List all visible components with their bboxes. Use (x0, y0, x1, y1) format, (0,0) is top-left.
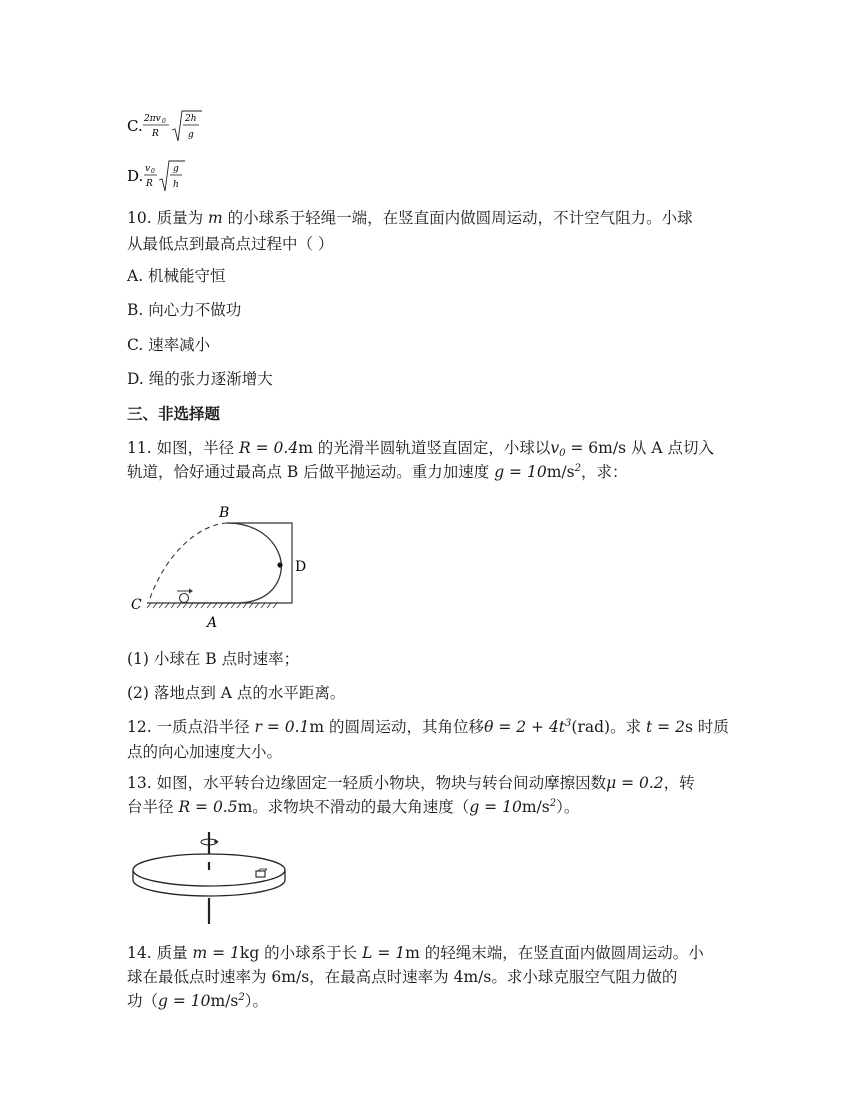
q10-line-2: 从最低点到最高点过程中（ ） (127, 235, 334, 253)
q9-option-d (127, 158, 217, 194)
q12-line-2: 点的向心加速度大小。 (127, 743, 283, 761)
point-d-dot (277, 562, 282, 567)
q13-line-1: 13. 如图，水平转台边缘固定一轻质小物块，物块与转台间动摩擦因数μ = 0.2，转 (127, 774, 695, 792)
turntable-figure (127, 828, 297, 928)
q9-option-c (127, 108, 217, 144)
block-icon (256, 871, 265, 877)
q10-option-d: D. 绳的张力逐渐增大 (127, 370, 273, 388)
option-d-label: D. (127, 167, 144, 185)
q11-line-2: 轨道，恰好通过最高点 B 后做平抛运动。重力加速度 $g = 10m/s^2$，求： (127, 463, 628, 481)
label-c: C (131, 597, 142, 613)
q10-option-c: C. 速率减小 (127, 336, 211, 354)
q11-line-1: 11. 如图，半径 R = 0.4m 的光滑半圆轨道竖直固定，小球以$v_0 = 6m/s$ 从 A 点切入 (127, 439, 715, 459)
option-d-rad-num: g (173, 164, 179, 174)
option-c-label: C. (127, 117, 143, 135)
option-c-formula (127, 108, 217, 144)
q10-option-a: A. 机械能守恒 (127, 267, 226, 285)
option-c-numerator-sub: 0 (162, 118, 166, 125)
q10-var-m: m (208, 209, 223, 227)
option-d-rad-den: h (173, 180, 179, 190)
option-d-sqrt-sign (159, 161, 185, 191)
option-d-numerator: v (145, 164, 151, 174)
q13-line-2: 台半径 R = 0.5m。求物块不滑动的最大角速度$(g = 10m/s^2)$。 (127, 798, 580, 816)
option-c-denominator: R (152, 129, 159, 139)
label-a: A (207, 615, 218, 630)
q10-line-1: 10. 质量为 m 的小球系于轻绳一端，在竖直面内做圆周运动，不计空气阻力。小球 (127, 209, 693, 227)
label-b: B (219, 505, 230, 521)
label-d: D (295, 559, 307, 575)
q14-line-1: 14. 质量 m = 1kg 的小球系于长 L = 1m 的轻绳末端，在竖直面内做圆周运动。小 (127, 944, 704, 962)
q14-line-3: 功$(g = 10m/s^2)$。 (127, 992, 269, 1010)
q11-sub-1: (1) 小球在 B 点时速率； (127, 650, 300, 668)
q14-line-2: 球在最低点时速率为 6m/s，在最高点时速率为 4m/s。求小球克服空气阻力做的 (127, 968, 678, 986)
track-path (187, 523, 281, 603)
projectile-path (149, 523, 227, 601)
semicircle-track-figure (127, 495, 307, 630)
option-c-rad-den: g (188, 130, 194, 140)
option-c-numerator: 2πv (144, 114, 161, 124)
option-d-formula (127, 158, 217, 194)
q12-line-1: 12. 一质点沿半径 r = 0.1m 的圆周运动，其角位移$\theta = 2 + 4t^3(rad)$。求 t = 2s 时质 (127, 718, 729, 736)
option-d-numerator-sub: 0 (151, 168, 155, 175)
option-c-rad-num: 2h (185, 114, 197, 124)
q10-option-b: B. 向心力不做功 (127, 301, 242, 319)
ball-icon (180, 594, 189, 603)
section-heading: 三、非选择题 (127, 405, 221, 423)
q11-sub-2: (2) 落地点到 A 点的水平距离。 (127, 684, 346, 702)
option-d-denominator: R (146, 179, 153, 189)
